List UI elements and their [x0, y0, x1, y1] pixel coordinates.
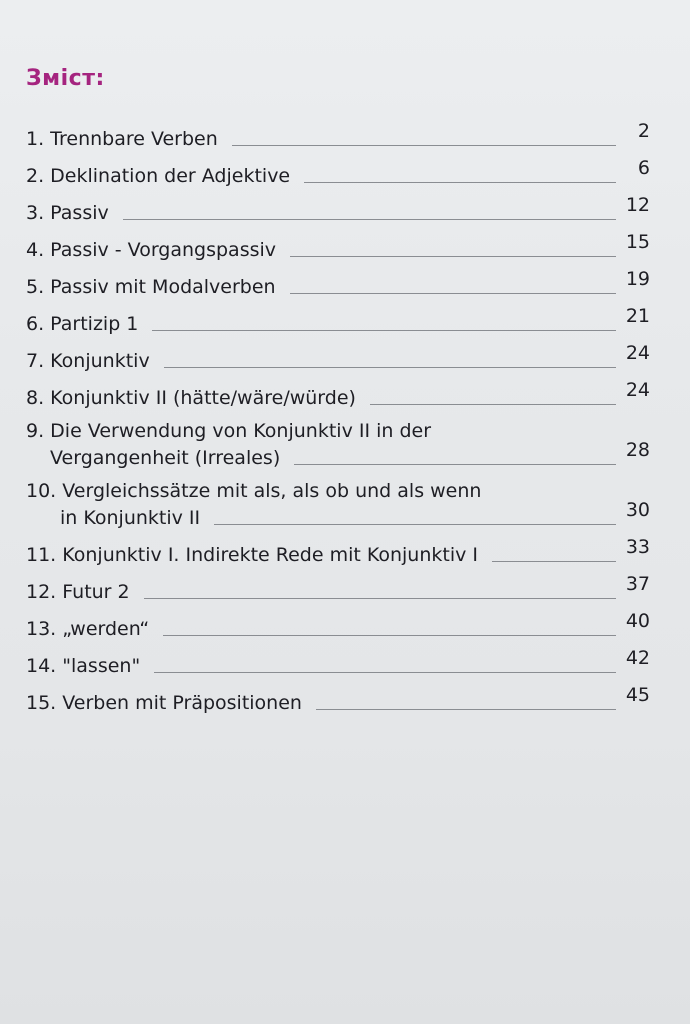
toc-entry-title: 15. Verben mit Präpositionen	[26, 692, 302, 714]
toc-entry-title: 7. Konjunktiv	[26, 350, 150, 372]
toc-entry-page: 2	[637, 120, 650, 142]
toc-entry-title: 5. Passiv mit Modalverben	[26, 276, 276, 298]
toc-entry	[26, 194, 650, 227]
toc-entry-title-line2: Vergangenheit (Irreales)	[50, 447, 281, 469]
toc-leader-line	[304, 181, 616, 183]
toc-entry-title: 12. Futur 2	[26, 581, 130, 603]
toc-entry-page: 21	[625, 305, 650, 327]
toc-entry	[26, 268, 650, 301]
toc-leader-line	[492, 560, 616, 562]
toc-entry-page: 6	[637, 157, 650, 179]
toc-entry-title-line1: 9. Die Verwendung von Konjunktiv II in der	[26, 420, 432, 442]
toc-entry-title-line2: in Konjunktiv II	[60, 507, 201, 529]
toc-entry	[26, 610, 650, 643]
toc-entry-title: 1. Trennbare Verben	[26, 128, 218, 150]
toc-entry	[26, 684, 650, 717]
toc-leader-line	[294, 463, 616, 465]
toc-list	[26, 120, 650, 727]
toc-entry	[26, 157, 650, 190]
toc-entry-title: 8. Konjunktiv II (hätte/wäre/würde)	[26, 387, 356, 409]
toc-entry-title: 4. Passiv - Vorgangspassiv	[26, 239, 277, 261]
toc-entry-page: 40	[625, 610, 650, 632]
toc-entry	[26, 536, 650, 569]
toc-leader-line	[316, 708, 616, 710]
toc-leader-line	[123, 218, 616, 220]
toc-entry-page: 19	[625, 268, 650, 290]
toc-entry-title: 2. Deklination der Adjektive	[26, 165, 291, 187]
toc-leader-line	[214, 523, 616, 525]
toc-entry-title-line1: 10. Vergleichssätze mit als, als ob und als wenn	[26, 480, 482, 502]
toc-entry-title: 11. Konjunktiv I. Indirekte Rede mit Konjunktiv I	[26, 544, 479, 566]
toc-entry	[26, 120, 650, 153]
toc-entry-page: 24	[625, 342, 650, 364]
toc-entry-title: 3. Passiv	[26, 202, 109, 224]
toc-entry-page: 42	[625, 647, 650, 669]
toc-leader-line	[164, 366, 616, 368]
toc-entry	[26, 573, 650, 606]
toc-entry	[26, 379, 650, 412]
toc-entry	[26, 647, 650, 680]
toc-entry-title: 14. "lassen"	[26, 655, 141, 677]
toc-leader-line	[290, 255, 616, 257]
toc-entry	[26, 305, 650, 338]
toc-entry-page: 24	[625, 379, 650, 401]
toc-entry-title: 6. Partizip 1	[26, 313, 139, 335]
toc-entry-page: 30	[625, 499, 650, 521]
toc-leader-line	[232, 144, 616, 146]
toc-entry-page: 37	[625, 573, 650, 595]
toc-leader-line	[370, 403, 616, 405]
toc-entry	[26, 342, 650, 375]
toc-leader-line	[154, 671, 616, 673]
toc-leader-line	[290, 292, 616, 294]
toc-entry-page: 45	[625, 684, 650, 706]
toc-entry	[26, 478, 650, 532]
toc-entry	[26, 231, 650, 264]
toc-entry-page: 12	[625, 194, 650, 216]
toc-entry-page: 15	[625, 231, 650, 253]
toc-entry	[26, 418, 650, 472]
toc-leader-line	[144, 597, 616, 599]
toc-entry-page: 33	[625, 536, 650, 558]
toc-heading: Зміст:	[26, 66, 105, 91]
toc-leader-line	[152, 329, 616, 331]
toc-leader-line	[163, 634, 616, 636]
toc-entry-page: 28	[625, 439, 650, 461]
toc-entry-title: 13. „werden“	[26, 618, 150, 640]
